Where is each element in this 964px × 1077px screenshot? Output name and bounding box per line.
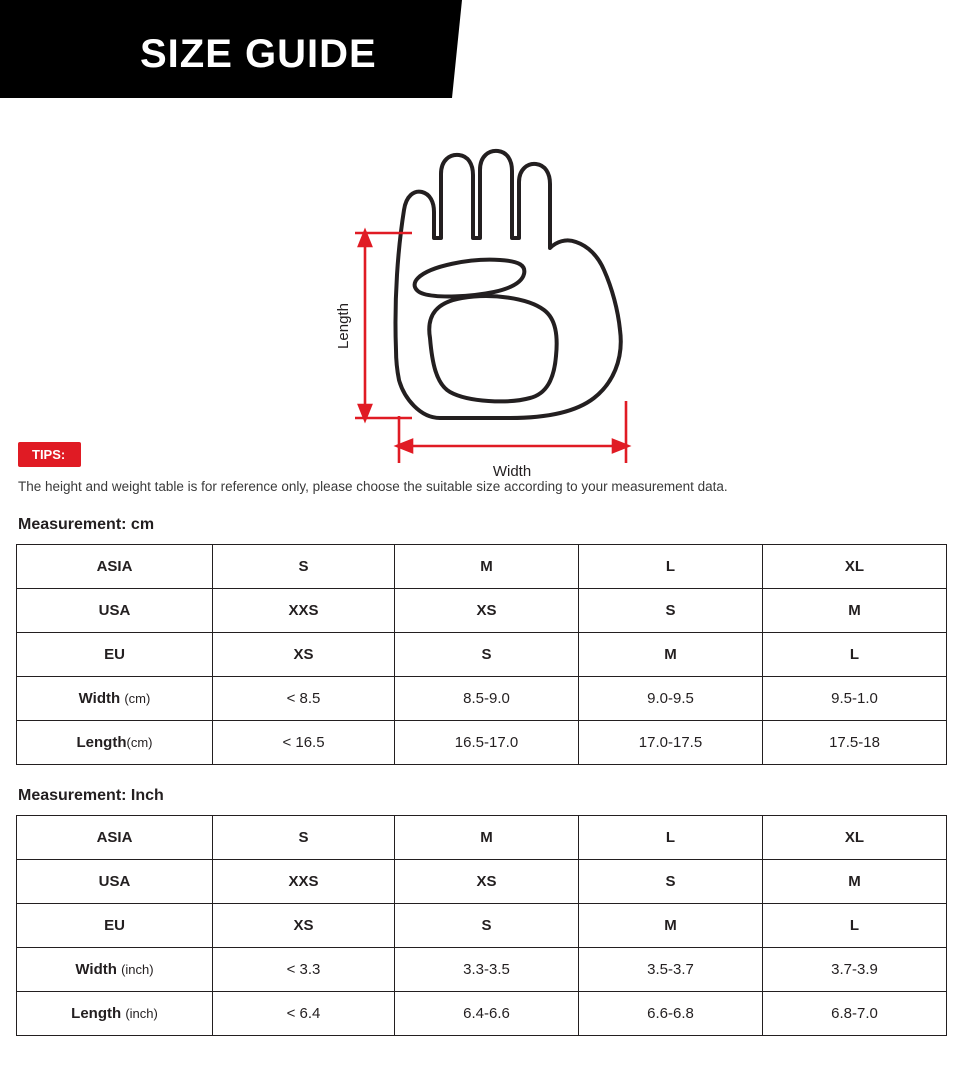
table-row [17,860,947,904]
table-row [17,589,947,633]
table-cell: M [395,545,579,589]
tips-note: The height and weight table is for reference only, please choose the suitable size according to your measurement data. [18,479,728,494]
row-label-text: EU [104,917,125,934]
table-cell: L [763,904,947,948]
table-cell: S [213,816,395,860]
size-table-inch [16,815,947,1036]
table-cell: < 8.5 [213,677,395,721]
row-label-text: EU [104,646,125,663]
table-cell: M [763,860,947,904]
row-label-cell [17,589,213,633]
row-label-cell [17,992,213,1036]
row-label-text: USA [98,602,131,619]
table-cell: XS [395,589,579,633]
table-cell: 8.5-9.0 [395,677,579,721]
row-label-cell [17,545,213,589]
table-cell: 9.0-9.5 [579,677,763,721]
table-cell: 16.5-17.0 [395,721,579,765]
row-label-unit: (cm) [126,735,153,750]
table-row [17,677,947,721]
row-label-text: ASIA [96,829,133,846]
row-label-text: Length [76,734,127,751]
table-row [17,545,947,589]
table-row [17,816,947,860]
glove-outline-icon [395,151,620,418]
row-label-unit: (cm) [124,691,151,706]
size-table-cm [16,544,947,765]
table-cell: < 3.3 [213,948,395,992]
table-cell: S [579,860,763,904]
cm-section-heading: Measurement: cm [18,516,155,533]
row-label-unit: (inch) [121,962,154,977]
table-cell: M [579,633,763,677]
width-label [493,463,531,480]
width-label-text: Width [492,463,532,480]
table-cell: XXS [213,589,395,633]
table-cell: XXS [213,860,395,904]
row-label-cell [17,860,213,904]
table-cell: 9.5-1.0 [763,677,947,721]
table-cell: L [579,545,763,589]
row-label-text: Width [75,961,122,978]
row-label-text: Length [71,1005,126,1022]
table-row [17,948,947,992]
row-label-cell [17,816,213,860]
table-row [17,992,947,1036]
table-cell: XS [213,633,395,677]
table-cell: S [579,589,763,633]
table-cell: S [395,904,579,948]
table-cell: M [763,589,947,633]
row-label-text: ASIA [96,558,133,575]
table-cell: XL [763,816,947,860]
row-label-unit: (inch) [125,1006,158,1021]
row-label-text: Width [78,690,125,707]
table-cell: 17.0-17.5 [579,721,763,765]
table-cell: S [213,545,395,589]
table-cell: XS [395,860,579,904]
row-label-cell [17,677,213,721]
page-header-banner [0,0,964,98]
row-label-cell [17,948,213,992]
table-cell: L [763,633,947,677]
table-cell: 17.5-18 [763,721,947,765]
table-cell: XS [213,904,395,948]
row-label-cell [17,633,213,677]
table-cell: < 16.5 [213,721,395,765]
row-label-cell [17,721,213,765]
inch-section-heading: Measurement: Inch [18,787,164,804]
table-cell: 6.6-6.8 [579,992,763,1036]
table-cell: S [395,633,579,677]
table-cell: 3.7-3.9 [763,948,947,992]
length-label [335,303,352,349]
table-cell: XL [763,545,947,589]
table-cell: 3.5-3.7 [579,948,763,992]
table-cell: 6.8-7.0 [763,992,947,1036]
table-row [17,633,947,677]
table-cell: < 6.4 [213,992,395,1036]
table-cell: M [395,816,579,860]
row-label-cell [17,904,213,948]
table-cell: L [579,816,763,860]
length-label-text: Length [335,303,352,349]
table-row [17,904,947,948]
page-title: SIZE GUIDE [140,32,377,76]
tips-badge: TIPS: [18,442,81,467]
row-label-text: USA [98,873,131,890]
table-cell: 3.3-3.5 [395,948,579,992]
table-cell: M [579,904,763,948]
table-row [17,721,947,765]
table-cell: 6.4-6.6 [395,992,579,1036]
